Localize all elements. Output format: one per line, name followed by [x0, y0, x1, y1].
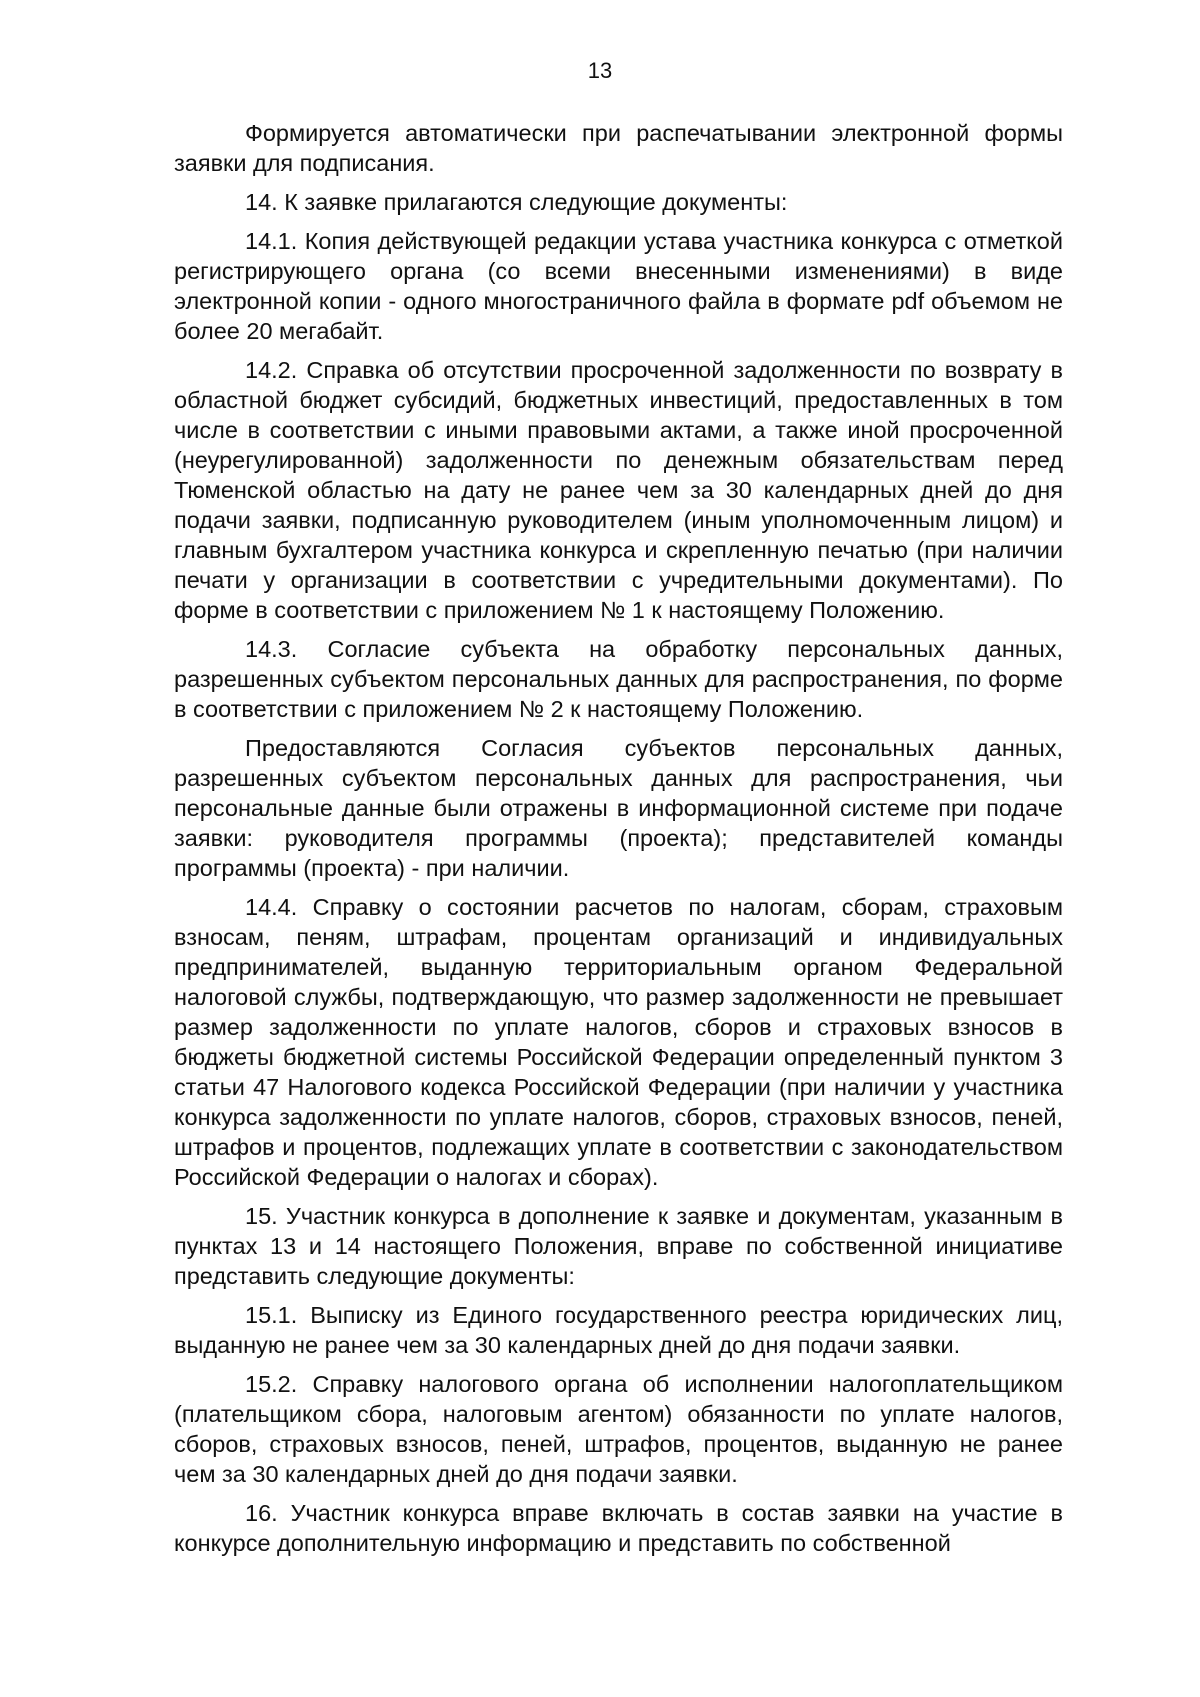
paragraph-15-2: 15.2. Справку налогового органа об исполнении налогоплательщиком (плательщиком сбора, налоговым агентом) обязанности по уплате налогов, сборов, страховых взносов, пеней, штрафов, процентов, выданную не ранее чем за 30 календарных дней до дня подачи заявки.: [174, 1371, 1063, 1487]
paragraph-15: 15. Участник конкурса в дополнение к заявке и документам, указанным в пунктах 13 и 14 настоящего Положения, вправе по собственной инициативе представить следующие документы:: [174, 1203, 1063, 1289]
document-body: [174, 118, 1063, 1567]
paragraph-14-4: 14.4. Справку о состоянии расчетов по налогам, сборам, страховым взносам, пеням, штрафам, процентам организаций и индивидуальных предпринимателей, выданную территориальным органом Федеральной налоговой службы, подтверждающую, что размер задолженности не превышает размер задолженности по уплате налогов, сборов и страховых взносов в бюджеты бюджетной системы Российской Федерации определенный пунктом 3 статьи 47 Налогового кодекса Российской Федерации (при наличии у участника конкурса задолженности по уплате налогов, сборов, страховых взносов, пеней, штрафов и процентов, подлежащих уплате в соответствии с законодательством Российской Федерации о налогах и сборах).: [174, 894, 1063, 1190]
page-number: 13: [587, 58, 613, 83]
paragraph-15-1: 15.1. Выписку из Единого государственного реестра юридических лиц, выданную не ранее чем за 30 календарных дней до дня подачи заявки.: [174, 1302, 1063, 1358]
paragraph-intro: Формируется автоматически при распечатывании электронной формы заявки для подписания.: [174, 120, 1063, 176]
paragraph-14: 14. К заявке прилагаются следующие документы:: [245, 189, 788, 215]
paragraph-consents: Предоставляются Согласия субъектов персональных данных, разрешенных субъектом персональных данных для распространения, чьи персональные данные были отражены в информационной системе при подаче заявки: руководителя программы (проекта); представителей команды программы (проекта) - при наличии.: [174, 735, 1063, 881]
paragraph-14-2: 14.2. Справка об отсутствии просроченной задолженности по возврату в областной бюджет субсидий, бюджетных инвестиций, предоставленных в том числе в соответствии с иными правовыми актами, а также иной просроченной (неурегулированной) задолженности по денежным обязательствам перед Тюменской областью на дату не ранее чем за 30 календарных дней до дня подачи заявки, подписанную руководителем (иным уполномоченным лицом) и главным бухгалтером участника конкурса и скрепленную печатью (при наличии печати у организации в соответствии с учредительными документами). По форме в соответствии с приложением № 1 к настоящему Положению.: [174, 357, 1063, 623]
paragraph-16: 16. Участник конкурса вправе включать в состав заявки на участие в конкурсе дополнительную информацию и представить по собственной: [174, 1500, 1063, 1556]
paragraph-14-1: 14.1. Копия действующей редакции устава участника конкурса с отметкой регистрирующего органа (со всеми внесенными изменениями) в виде электронной копии - одного многостраничного файла в формате pdf объемом не более 20 мегабайт.: [174, 228, 1063, 344]
paragraph-14-3: 14.3. Согласие субъекта на обработку персональных данных, разрешенных субъектом персональных данных для распространения, по форме в соответствии с приложением № 2 к настоящему Положению.: [174, 636, 1063, 722]
